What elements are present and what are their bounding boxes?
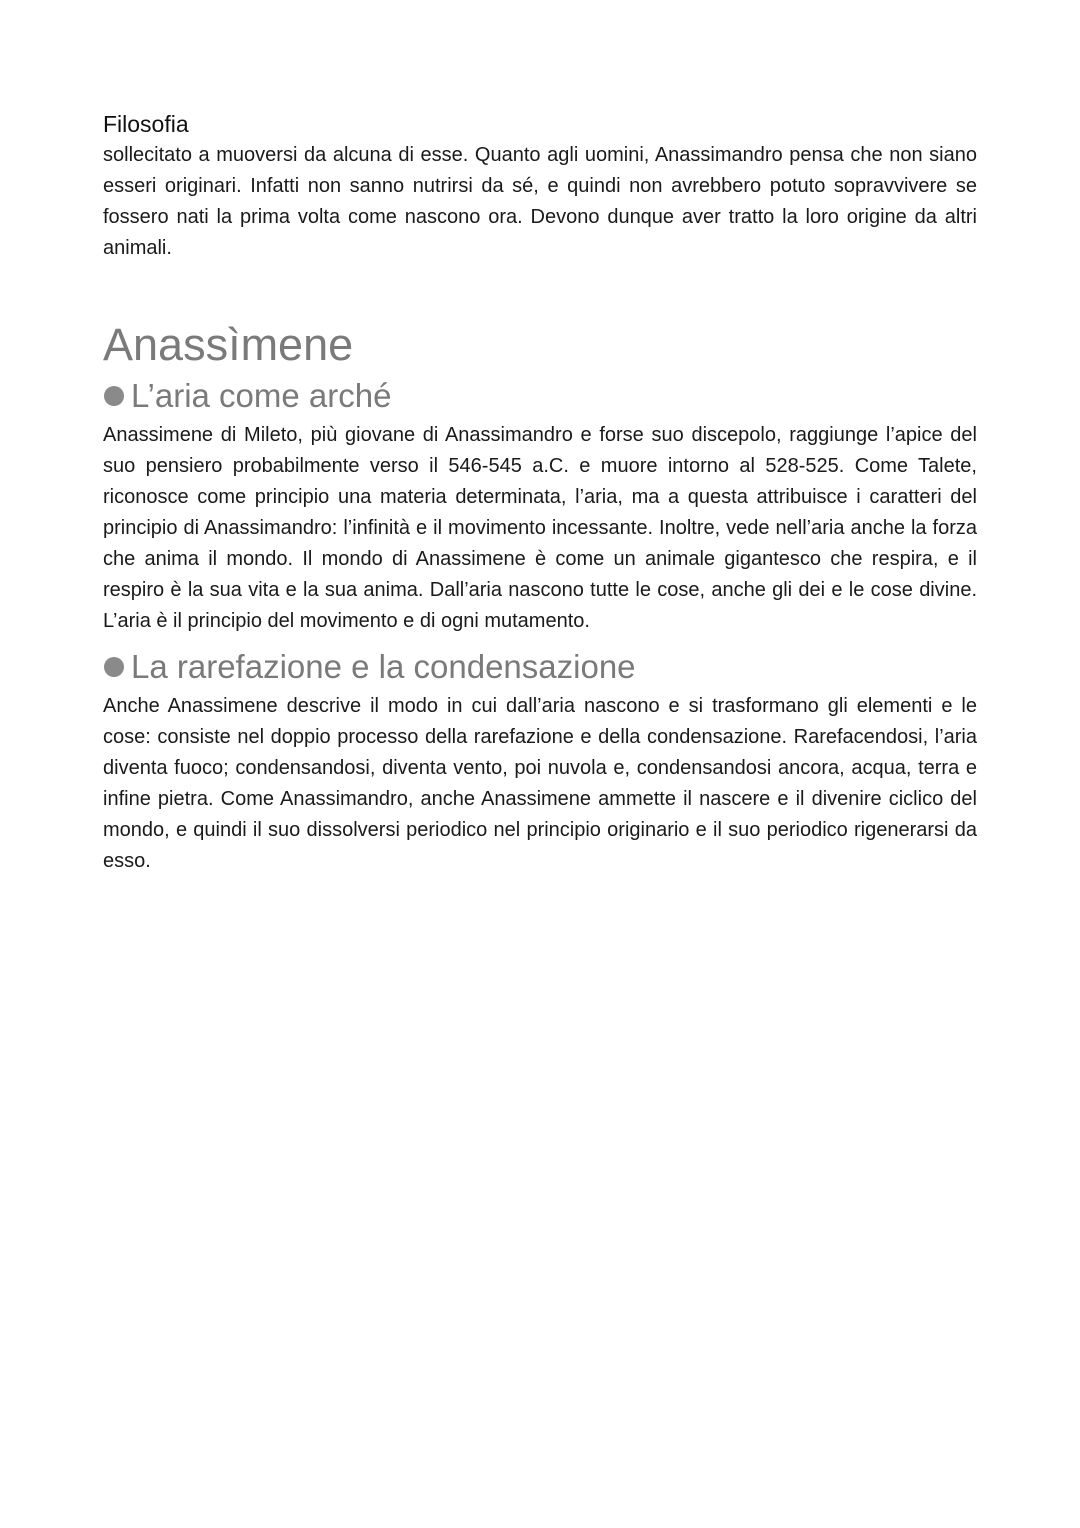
- page-header: Filosofia: [103, 111, 189, 137]
- document-page: [103, 108, 977, 877]
- paragraph-rarefazione-condensazione: Anche Anassimene descrive il modo in cui dall’aria nascono e si trasformano gli elementi e le cose: consiste nel doppio processo della rarefazione e della condensazione. Rarefacendosi, l’aria diventa fuoco; condensandosi, diventa vento, poi nuvola e, condensandosi ancora, acqua, terra e infine pietra. Come Anassimandro, anche Anassimene ammette il nascere e il divenire ciclico del mondo, e quindi il suo dissolversi periodico nel principio originario e il suo periodico rigenerarsi da esso.: [103, 695, 977, 872]
- subheading-text: L’aria come arché: [131, 377, 392, 414]
- paragraph-aria-come-arche: Anassimene di Mileto, più giovane di Anassimandro e forse suo discepolo, raggiunge l’apice del suo pensiero probabilmente verso il 546-545 a.C. e muore intorno al 528-525. Come Talete, riconosce come principio una materia determinata, l’aria, ma a questa attribuisce i caratteri del principio di Anassimandro: l’infinità e il movimento incessante. Inoltre, vede nell’aria anche la forza che anima il mondo. Il mondo di Anassimene è come un animale gigantesco che respira, e il respiro è la sua vita e la sua anima. Dall’aria nascono tutte le cose, anche gli dei e le cose divine. L’aria è il principio del movimento e di ogni mutamento.: [103, 424, 977, 632]
- subheading-rarefazione-condensazione: [103, 645, 977, 689]
- subheading-text: La rarefazione e la condensazione: [131, 648, 636, 685]
- section-title: Anassìmene: [103, 319, 354, 370]
- intro-paragraph: sollecitato a muoversi da alcuna di esse. Quanto agli uomini, Anassimandro pensa che non siano esseri originari. Infatti non sanno nutrirsi da sé, e quindi non avrebbero potuto sopravvivere se fossero nati la prima volta come nascono ora. Devono dunque aver tratto la loro origine da altri animali.: [103, 144, 977, 259]
- bullet-dot-icon: [104, 657, 124, 677]
- bullet-dot-icon: [104, 386, 124, 406]
- subheading-aria-come-arche: [103, 374, 977, 418]
- spacer: [103, 264, 977, 316]
